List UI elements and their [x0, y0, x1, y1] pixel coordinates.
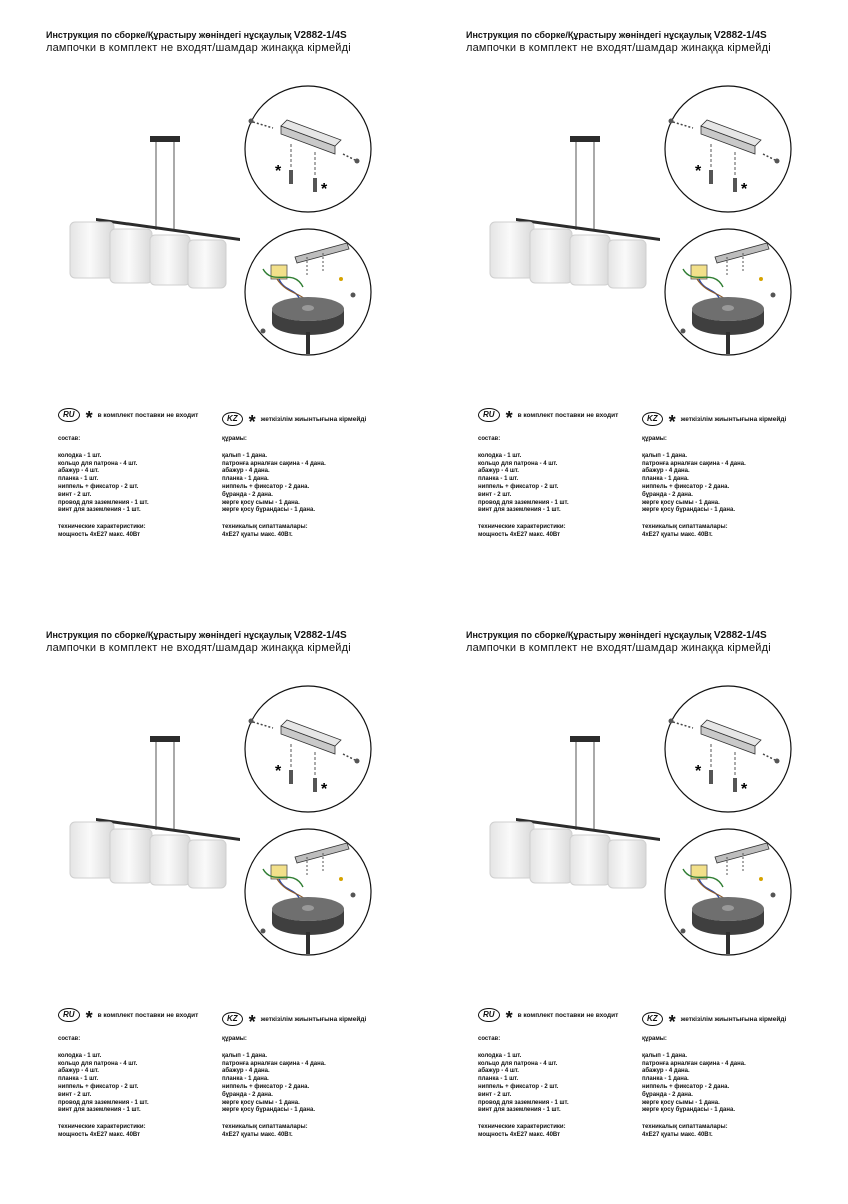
asterisk-icon: * [85, 1008, 93, 1028]
list-item: винт - 2 шт. [58, 1091, 92, 1098]
lamp-shade [70, 822, 114, 878]
list-item: патронға арналған сақина - 4 дана. [222, 1060, 326, 1067]
lamp-shade [110, 229, 152, 283]
ru-contents-column [58, 1036, 149, 1140]
ceiling-canopy [570, 136, 600, 142]
asterisk-icon: * [505, 408, 513, 428]
kz-not-included-note: жеткізілім жиынтығына кірмейді [260, 415, 367, 423]
list-item: винт для заземления - 1 шт. [58, 1107, 141, 1114]
list-item: винт для заземления - 1 шт. [478, 1107, 561, 1114]
instruction-panel [450, 24, 848, 604]
screw-icon [775, 759, 780, 764]
ru-not-included-row [478, 405, 619, 428]
ru-language-badge: RU [58, 1008, 80, 1022]
list-item: ниппель + фиксатор - 2 шт. [58, 1083, 139, 1090]
kz-language-badge: KZ [222, 412, 243, 426]
instruction-title-text: Инструкция по сборке/Құрастыру жөніндегі нұсқаулық [466, 30, 712, 40]
list-item: жерге қосу сымы - 1 дана. [642, 499, 720, 506]
list-item: абажур - 4 шт. [478, 468, 519, 475]
list-item: кольцо для патрона - 4 шт. [478, 460, 558, 467]
dowel [313, 178, 317, 192]
ru-spec-value: мощность 4xE27 макс. 40Вт [478, 1131, 561, 1138]
model-number: V2882-1/4S [713, 30, 767, 41]
list-item: планка - 1 шт. [478, 476, 519, 483]
list-item: жерге қосу бұрандасы - 1 дана. [222, 1107, 315, 1114]
list-item: абажур - 4 дана. [642, 468, 690, 475]
bulbs-note: лампочки в комплект не входят/шамдар жинаққа кірмейді [466, 642, 771, 654]
list-item: ниппель + фиксатор - 2 шт. [478, 483, 559, 490]
kz-not-included-note: жеткізілім жиынтығына кірмейді [260, 1015, 367, 1023]
ru-not-included-row [478, 1005, 619, 1028]
dowel [289, 770, 293, 784]
wiring-diagram [243, 827, 373, 957]
lamp-shade [570, 835, 610, 885]
list-item: абажур - 4 шт. [478, 1068, 519, 1075]
mounting-bracket-diagram [663, 684, 793, 814]
not-included-marker: * [695, 163, 702, 180]
screw-icon [669, 119, 674, 124]
ru-spec-heading: технические характеристики: [478, 1124, 566, 1131]
list-item: кольцо для патрона - 4 шт. [58, 1060, 138, 1067]
screw-icon [249, 119, 254, 124]
list-item: патронға арналған сақина - 4 дана. [642, 1060, 746, 1067]
asterisk-icon: * [248, 1012, 256, 1032]
dowel [709, 770, 713, 784]
list-item: жерге қосу сымы - 1 дана. [642, 1099, 720, 1106]
screw-icon [775, 159, 780, 164]
model-number: V2882-1/4S [293, 30, 347, 41]
list-item: ниппель + фиксатор - 2 дана. [222, 1083, 310, 1090]
ru-contents-heading: состав: [478, 436, 501, 442]
screw-icon [351, 893, 356, 898]
kz-not-included-note: жеткізілім жиынтығына кірмейді [680, 1015, 787, 1023]
list-item: қалып - 1 дана. [222, 1052, 268, 1059]
ru-contents-heading: состав: [478, 1036, 501, 1042]
kz-not-included-note: жеткізілім жиынтығына кірмейді [680, 415, 787, 423]
asterisk-icon: * [668, 1012, 676, 1032]
kz-language-badge: KZ [642, 1012, 663, 1026]
list-item: бұрандa - 2 дана. [642, 491, 693, 498]
screw-icon [681, 329, 686, 334]
kz-spec-heading: техникалық сипаттамалары: [222, 1124, 308, 1131]
ru-language-badge: RU [478, 408, 500, 422]
screw-icon [249, 719, 254, 724]
ru-spec-value: мощность 4xE27 макс. 40Вт [478, 531, 561, 538]
list-item: ниппель + фиксатор - 2 дана. [222, 483, 310, 490]
lamp-shade [490, 222, 534, 278]
list-item: провод для заземления - 1 шт. [478, 1099, 569, 1106]
screw-icon [669, 719, 674, 724]
ru-spec-heading: технические характеристики: [58, 1124, 146, 1131]
ru-language-badge: RU [58, 408, 80, 422]
lamp-shade [150, 835, 190, 885]
bulbs-note: лампочки в комплект не входят/шамдар жинаққа кірмейді [46, 642, 351, 654]
not-included-marker: * [741, 781, 748, 798]
list-item: бұрандa - 2 дана. [642, 1091, 693, 1098]
kz-language-badge: KZ [642, 412, 663, 426]
dowel [733, 178, 737, 192]
ru-not-included-row [58, 405, 199, 428]
list-item: ниппель + фиксатор - 2 дана. [642, 483, 730, 490]
kz-contents-heading: құрамы: [642, 436, 667, 442]
ru-not-included-row [58, 1005, 199, 1028]
kz-contents-heading: құрамы: [642, 1036, 667, 1042]
lamp-shade [570, 235, 610, 285]
list-item: абажур - 4 дана. [642, 1068, 690, 1075]
instruction-title [46, 30, 347, 41]
model-number: V2882-1/4S [713, 630, 767, 641]
list-item: абажур - 4 дана. [222, 468, 270, 475]
ru-spec-value: мощность 4xE27 макс. 40Вт [58, 531, 141, 538]
asterisk-icon: * [85, 408, 93, 428]
list-item: патронға арналған сақина - 4 дана. [642, 460, 746, 467]
list-item: винт - 2 шт. [58, 491, 92, 498]
list-item: колодка - 1 шт. [478, 452, 522, 459]
ru-contents-heading: состав: [58, 1036, 81, 1042]
wiring-diagram [663, 227, 793, 357]
kz-contents-heading: құрамы: [222, 436, 247, 442]
list-item: планка - 1 дана. [222, 1076, 269, 1083]
ru-contents-column [478, 436, 569, 540]
list-item: планка - 1 дана. [642, 1076, 689, 1083]
kz-not-included-row [642, 1009, 787, 1032]
list-item: кольцо для патрона - 4 шт. [478, 1060, 558, 1067]
list-item: абажур - 4 шт. [58, 468, 99, 475]
kz-spec-heading: техникалық сипаттамалары: [642, 524, 728, 531]
ru-not-included-note: в комплект поставки не входит [97, 1011, 199, 1019]
list-item: планка - 1 дана. [642, 476, 689, 483]
ru-contents-column [58, 436, 149, 540]
kz-spec-value: 4xE27 қуаты макс. 40Вт. [642, 1131, 713, 1138]
not-included-marker: * [321, 181, 328, 198]
list-item: бұрандa - 2 дана. [222, 491, 273, 498]
screw-icon [351, 293, 356, 298]
kz-not-included-row [222, 1009, 367, 1032]
list-item: винт - 2 шт. [478, 491, 512, 498]
model-number: V2882-1/4S [293, 630, 347, 641]
kz-not-included-row [222, 409, 367, 432]
ru-spec-heading: технические характеристики: [58, 524, 146, 531]
kz-contents-heading: құрамы: [222, 1036, 247, 1042]
list-item: абажур - 4 дана. [222, 1068, 270, 1075]
mounting-bracket-diagram [663, 84, 793, 214]
kz-spec-heading: техникалық сипаттамалары: [642, 1124, 728, 1131]
list-item: қалып - 1 дана. [642, 1052, 688, 1059]
kz-not-included-row [642, 409, 787, 432]
instruction-panel [30, 24, 430, 604]
not-included-marker: * [275, 763, 282, 780]
instruction-title-text: Инструкция по сборке/Құрастыру жөніндегі нұсқаулық [466, 630, 712, 640]
screw-icon [771, 293, 776, 298]
list-item: провод для заземления - 1 шт. [58, 1099, 149, 1106]
mounting-bracket-diagram [243, 84, 373, 214]
ru-contents-column [478, 1036, 569, 1140]
list-item: планка - 1 дана. [222, 476, 269, 483]
asterisk-icon: * [248, 412, 256, 432]
instruction-title-text: Инструкция по сборке/Құрастыру жөніндегі нұсқаулық [46, 30, 292, 40]
kz-spec-value: 4xE27 қуаты макс. 40Вт. [222, 531, 293, 538]
kz-language-badge: KZ [222, 1012, 243, 1026]
ru-not-included-note: в комплект поставки не входит [517, 1011, 619, 1019]
lamp-shade [110, 829, 152, 883]
kz-contents-column [222, 1036, 326, 1140]
dowel [313, 778, 317, 792]
instruction-panel [450, 624, 848, 1204]
ru-not-included-note: в комплект поставки не входит [517, 411, 619, 419]
bulbs-note: лампочки в комплект не входят/шамдар жинаққа кірмейді [466, 42, 771, 54]
list-item: абажур - 4 шт. [58, 1068, 99, 1075]
screw-icon [261, 929, 266, 934]
ru-spec-value: мощность 4xE27 макс. 40Вт [58, 1131, 141, 1138]
screw-icon [355, 159, 360, 164]
lamp-shade [70, 222, 114, 278]
screw-icon [681, 929, 686, 934]
ru-spec-heading: технические характеристики: [478, 524, 566, 531]
list-item: колодка - 1 шт. [58, 452, 102, 459]
wiring-diagram [663, 827, 793, 957]
ceiling-canopy [150, 136, 180, 142]
not-included-marker: * [321, 781, 328, 798]
list-item: планка - 1 шт. [478, 1076, 519, 1083]
ru-not-included-note: в комплект поставки не входит [97, 411, 199, 419]
screw-icon [355, 759, 360, 764]
kz-spec-value: 4xE27 қуаты макс. 40Вт. [222, 1131, 293, 1138]
dowel [733, 778, 737, 792]
list-item: қалып - 1 дана. [222, 452, 268, 459]
lamp-shade [188, 840, 226, 888]
lamp-shade [530, 829, 572, 883]
kz-contents-column [642, 1036, 746, 1140]
list-item: колодка - 1 шт. [478, 1052, 522, 1059]
mounting-bracket-diagram [243, 684, 373, 814]
list-item: кольцо для патрона - 4 шт. [58, 460, 138, 467]
list-item: жерге қосу сымы - 1 дана. [222, 1099, 300, 1106]
ceiling-canopy [570, 736, 600, 742]
chandelier-illustration [480, 734, 680, 904]
list-item: винт - 2 шт. [478, 1091, 512, 1098]
ceiling-canopy [150, 736, 180, 742]
chandelier-illustration [60, 134, 260, 304]
instruction-title [466, 30, 767, 41]
list-item: ниппель + фиксатор - 2 шт. [478, 1083, 559, 1090]
lamp-shade [490, 822, 534, 878]
instruction-title [46, 630, 347, 641]
instruction-panel [30, 624, 430, 1204]
lamp-shade [188, 240, 226, 288]
dowel [289, 170, 293, 184]
list-item: колодка - 1 шт. [58, 1052, 102, 1059]
list-item: планка - 1 шт. [58, 476, 99, 483]
list-item: бұрандa - 2 дана. [222, 1091, 273, 1098]
bulbs-note: лампочки в комплект не входят/шамдар жинаққа кірмейді [46, 42, 351, 54]
list-item: патронға арналған сақина - 4 дана. [222, 460, 326, 467]
ru-contents-heading: состав: [58, 436, 81, 442]
list-item: қалып - 1 дана. [642, 452, 688, 459]
screw-icon [261, 329, 266, 334]
lamp-shade [150, 235, 190, 285]
chandelier-illustration [60, 734, 260, 904]
kz-contents-column [642, 436, 746, 540]
asterisk-icon: * [668, 412, 676, 432]
ru-language-badge: RU [478, 1008, 500, 1022]
list-item: жерге қосу бұрандасы - 1 дана. [642, 1107, 735, 1114]
lamp-shade [608, 240, 646, 288]
screw-icon [771, 893, 776, 898]
kz-spec-heading: техникалық сипаттамалары: [222, 524, 308, 531]
list-item: провод для заземления - 1 шт. [58, 499, 149, 506]
list-item: жерге қосу бұрандасы - 1 дана. [222, 507, 315, 514]
list-item: винт для заземления - 1 шт. [58, 507, 141, 514]
list-item: винт для заземления - 1 шт. [478, 507, 561, 514]
chandelier-illustration [480, 134, 680, 304]
kz-contents-column [222, 436, 326, 540]
not-included-marker: * [695, 763, 702, 780]
not-included-marker: * [741, 181, 748, 198]
list-item: жерге қосу сымы - 1 дана. [222, 499, 300, 506]
list-item: провод для заземления - 1 шт. [478, 499, 569, 506]
asterisk-icon: * [505, 1008, 513, 1028]
list-item: планка - 1 шт. [58, 1076, 99, 1083]
kz-spec-value: 4xE27 қуаты макс. 40Вт. [642, 531, 713, 538]
wiring-diagram [243, 227, 373, 357]
instruction-title-text: Инструкция по сборке/Құрастыру жөніндегі нұсқаулық [46, 630, 292, 640]
list-item: жерге қосу бұрандасы - 1 дана. [642, 507, 735, 514]
dowel [709, 170, 713, 184]
instruction-title [466, 630, 767, 641]
lamp-shade [530, 229, 572, 283]
not-included-marker: * [275, 163, 282, 180]
list-item: ниппель + фиксатор - 2 дана. [642, 1083, 730, 1090]
lamp-shade [608, 840, 646, 888]
list-item: ниппель + фиксатор - 2 шт. [58, 483, 139, 490]
